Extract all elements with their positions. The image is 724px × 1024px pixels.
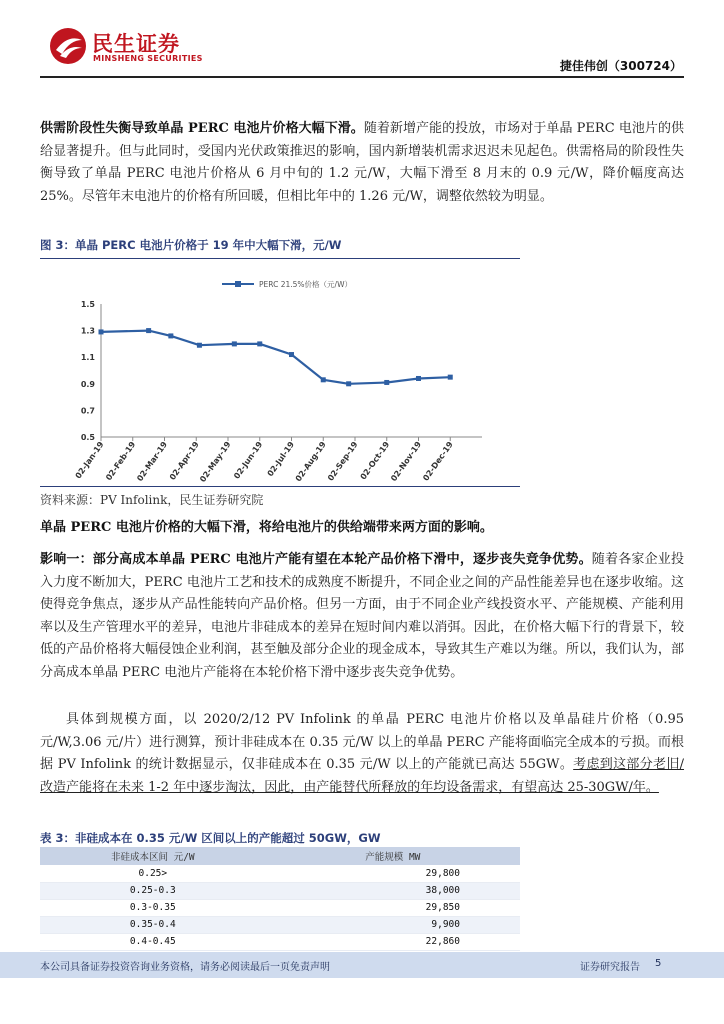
data-point: [257, 341, 262, 346]
x-axis: [74, 437, 482, 484]
data-point: [146, 328, 151, 333]
y-tick-label: 1.3: [80, 326, 95, 336]
table-header-capacity: 产能规模 MW: [266, 847, 520, 865]
table-row: [40, 916, 520, 933]
table-cell-range: 0.25>: [40, 865, 266, 882]
table-header-range: 非硅成本区间 元/W: [40, 847, 266, 865]
x-tick-label: 02-Oct-19: [358, 439, 392, 482]
paragraph-impact-one: [40, 549, 684, 685]
paragraph-lead: 供需阶段性失衡导致单晶 PERC 电池片价格大幅下滑。: [40, 121, 364, 136]
table-row: [40, 882, 520, 899]
logo-text-en: MINSHENG SECURITIES: [93, 54, 203, 63]
figure-bottom-rule: [40, 486, 520, 487]
x-tick-label: 02-Jun-19: [232, 439, 265, 481]
non-silicon-cost-table: [40, 847, 520, 951]
x-tick-label: 02-Apr-19: [167, 439, 201, 482]
paragraph-impact-intro: [40, 517, 684, 540]
minsheng-logo-icon: [48, 26, 88, 66]
figure-source: 资料来源：PV Infolink，民生证券研究院: [40, 493, 264, 507]
x-tick-label: 02-Feb-19: [104, 439, 138, 483]
table-title: 表 3：非硅成本在 0.35 元/W 区间以上的产能超过 50GW，GW: [40, 831, 381, 845]
figure-top-rule: [40, 258, 520, 259]
chart-legend: [222, 279, 352, 289]
data-point: [99, 329, 104, 334]
data-point: [346, 381, 351, 386]
footer-disclaimer: 本公司具备证券投资咨询业务资格，请务必阅读最后一页免责声明: [40, 962, 330, 973]
y-tick-label: 0.5: [80, 433, 95, 442]
table-cell-range: 0.35-0.4: [40, 916, 266, 933]
legend-label: PERC 21.5%价格（元/W）: [259, 280, 352, 289]
footer-report-type: 证券研究报告: [580, 962, 640, 973]
table-row: [40, 865, 520, 882]
table-row: [40, 899, 520, 916]
scale-body: 具体到规模方面，以 2020/2/12 PV Infolink 的单晶 PERC 电池片价格以及单晶硅片价格（0.95 元/W,3.06 元/片）进行测算，预计非硅成本在 0.35 元/W 以上的单晶 PERC 产能将面临完全成本的亏损。而根据 PV Infolink 的统计数据显示，仅非硅成本在 0.35 元/W 以上的产能就已高达 55GW。: [40, 712, 684, 772]
legend-marker: [235, 281, 241, 287]
table-cell-capacity: 22,860: [266, 933, 520, 950]
page-footer: [0, 952, 724, 978]
table-cell-capacity: 29,850: [266, 899, 520, 916]
y-tick-label: 0.7: [80, 406, 95, 416]
x-tick-label: 02-May-19: [198, 439, 233, 484]
data-point: [416, 376, 421, 381]
table-row: [40, 933, 520, 950]
data-point: [232, 341, 237, 346]
table-cell-range: 0.3-0.35: [40, 899, 266, 916]
impact-intro-text: 单晶 PERC 电池片价格的大幅下滑，将给电池片的供给端带来两方面的影响。: [40, 520, 493, 535]
table-cell-capacity: 38,000: [266, 882, 520, 899]
y-tick-label: 0.9: [80, 379, 95, 389]
y-tick-label: 1.5: [80, 300, 95, 309]
data-point: [289, 352, 294, 357]
scale-conclusion: 考虑到这部分老旧/改造产能将在未来 1-2 年中逐步淘汰，因此，由产能替代所释放的年均设备需求，有望高达 25-30GW/年。: [40, 757, 685, 795]
table-cell-range: 0.4-0.45: [40, 933, 266, 950]
perc-price-line-chart: [40, 262, 520, 486]
series-markers: [99, 328, 453, 386]
x-tick-label: 02-Nov-19: [389, 439, 424, 484]
x-tick-label: 02-Jan-19: [73, 439, 106, 481]
x-tick-label: 02-Dec-19: [421, 439, 455, 483]
impact-one-body: 随着各家企业投入力度不断加大，PERC 电池片工艺和技术的成熟度不断提升，不同企业之间的产品性能差异也在逐步收缩。这使得竞争焦点，逐步从产品性能转向产品价格。但另一方面，由于不同企业产线投资水平、产能规模、产能利用率以及生产管理水平的差异，电池片非硅成本的差异在短时间内难以消弭。因此，在价格大幅下行的背景下，较低的产品价格将大幅侵蚀企业利润，甚至触及部分企业的现金成本，导致其生产难以为继。所以，我们认为，部分高成本单晶 PERC 电池片产能将在本轮价格下滑中逐步丧失竞争优势。: [40, 552, 684, 680]
page-number: 5: [655, 958, 662, 969]
data-point: [168, 333, 173, 338]
figure-title: 图 3：单晶 PERC 电池片价格于 19 年中大幅下滑，元/W: [40, 238, 342, 252]
data-point: [321, 377, 326, 382]
table-cell-capacity: 9,900: [266, 916, 520, 933]
document-title: 捷佳伟创（300724）: [559, 59, 682, 73]
data-point: [448, 375, 453, 380]
paragraph-scale: [40, 709, 684, 799]
table-cell-range: 0.25-0.3: [40, 882, 266, 899]
table-cell-capacity: 29,800: [266, 865, 520, 882]
x-tick-label: 02-Jul-19: [265, 439, 297, 479]
data-point: [197, 343, 202, 348]
table-header-row: [40, 847, 520, 865]
x-tick-label: 02-Sep-19: [325, 439, 360, 483]
paragraph-supply-demand: [40, 118, 684, 208]
page-header: [0, 0, 724, 80]
y-tick-label: 1.1: [80, 353, 95, 363]
x-tick-label: 02-Aug-19: [293, 439, 328, 484]
data-point: [384, 380, 389, 385]
logo-text-cn: 民生证券: [92, 32, 180, 56]
paragraph-body: 随着新增产能的投放，市场对于单晶 PERC 电池片的供给显著提升。但与此同时，受国内光伏政策推迟的影响，国内新增装机需求迟迟未见起色。供需格局的阶段性失衡导致了单晶 PERC 电池片价格从 6 月中旬的 1.2 元/W，大幅下滑至 8 月末的 0.9 元/W，降价幅度高达 25%。尽管年末电池片的价格有所回暖，但相比年中的 1.26 元/W，调整依然较为明显。: [40, 121, 684, 204]
impact-one-lead: 影响一：部分高成本单晶 PERC 电池片产能有望在本轮产品价格下滑中，逐步丧失竞争优势。: [40, 552, 592, 567]
series-line-perc-price: [101, 331, 450, 384]
y-axis: [81, 300, 101, 442]
header-divider: [40, 76, 684, 78]
x-tick-label: 02-Mar-19: [135, 439, 170, 484]
